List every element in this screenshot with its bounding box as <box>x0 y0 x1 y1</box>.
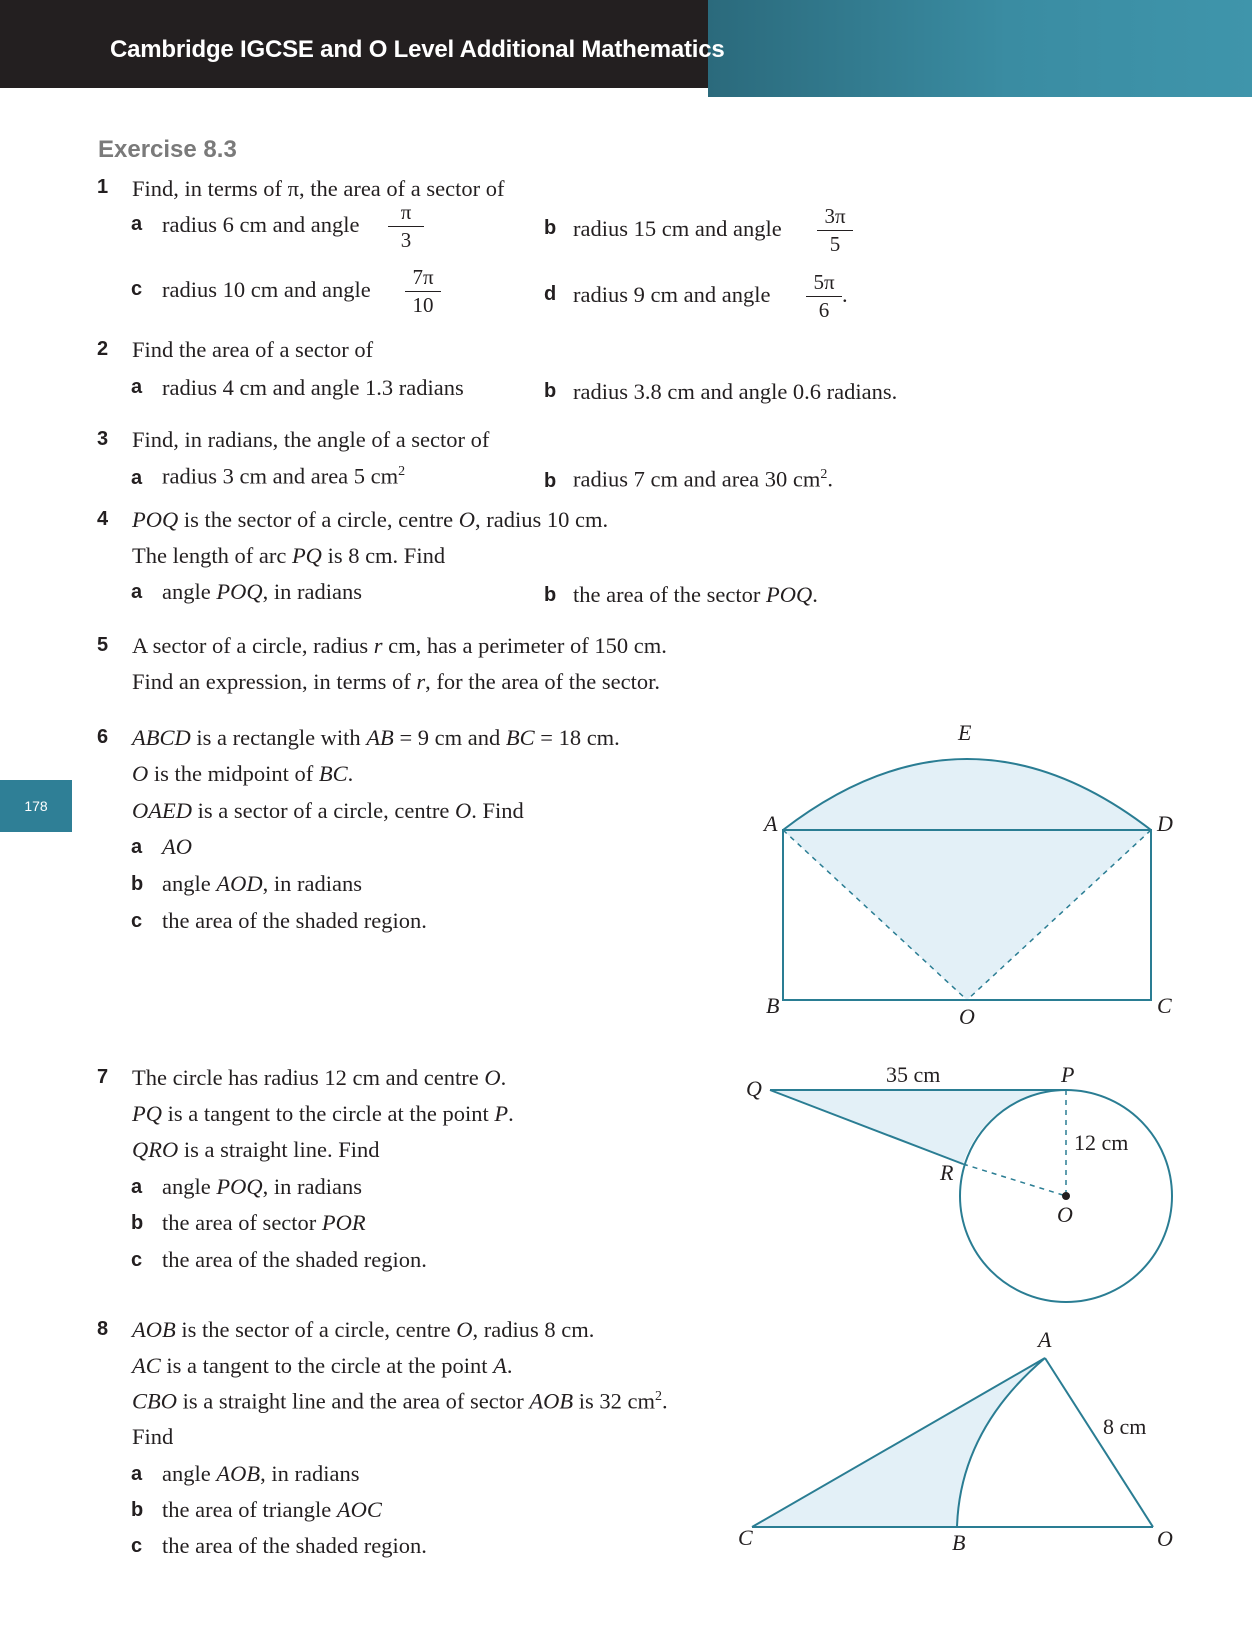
part-text: angle POQ, in radians <box>162 1174 362 1199</box>
radius-or <box>963 1164 1066 1196</box>
book-title: Cambridge IGCSE and O Level Additional Mathematics <box>110 36 725 63</box>
header-accent <box>708 0 1252 97</box>
label-o: O <box>1157 1526 1173 1551</box>
label-e: E <box>958 720 972 745</box>
question-line: ABCD is a rectangle with AB = 9 cm and BC = 18 cm. <box>132 725 620 750</box>
question-stem: Find, in terms of π, the area of a sector of <box>132 176 505 201</box>
label-d: D <box>1157 811 1173 836</box>
question-number: 7 <box>97 1066 109 1088</box>
fraction: $\frac{\pi}{3}$ <box>388 202 424 251</box>
q6-diagram <box>750 710 1173 1030</box>
label-o: O <box>959 1004 975 1029</box>
part-text: angle AOB, in radians <box>162 1461 360 1486</box>
question-number: 8 <box>97 1318 109 1340</box>
question-line: OAED is a sector of a circle, centre O. Find <box>132 798 524 823</box>
label-o: O <box>1057 1202 1073 1227</box>
part-label: b <box>131 873 144 895</box>
label-c: C <box>738 1525 753 1550</box>
q8-diagram <box>730 1320 1190 1560</box>
page-number: 178 <box>0 780 72 832</box>
part-label: a <box>131 467 143 489</box>
label-r: R <box>940 1160 954 1185</box>
part-label: b <box>544 217 557 239</box>
part-label: b <box>544 380 557 402</box>
fraction: $\frac{7\pi}{10}$ <box>405 267 441 316</box>
question-number: 2 <box>97 338 109 360</box>
label-c: C <box>1157 993 1172 1018</box>
question-line: POQ is the sector of a circle, centre O, radius 10 cm. <box>132 507 609 532</box>
part-label: b <box>544 584 557 606</box>
part-label: d <box>544 283 557 305</box>
question-line: O is the midpoint of BC. <box>132 761 354 786</box>
part-text: radius 6 cm and angle <box>162 212 360 237</box>
part-text: radius 3.8 cm and angle 0.6 radians. <box>573 379 898 404</box>
label-b: B <box>952 1530 966 1555</box>
centre-dot <box>1062 1192 1070 1200</box>
question-number: 5 <box>97 634 109 656</box>
label-p: P <box>1061 1062 1075 1087</box>
shaded-triangle <box>783 830 1151 1000</box>
part-label: a <box>131 1176 143 1198</box>
part-text: radius 10 cm and angle <box>162 277 371 302</box>
question-line: Find <box>132 1424 174 1449</box>
question-line: CBO is a straight line and the area of sector AOB is 32 $cm^2$. <box>132 1388 668 1414</box>
part-label: a <box>131 1463 143 1485</box>
part-text: the area of the shaded region. <box>162 908 427 933</box>
radius-ao <box>1045 1358 1153 1527</box>
part-label: b <box>131 1499 144 1521</box>
part-label: b <box>544 470 557 492</box>
part-text: angle AOD, in radians <box>162 871 362 896</box>
fraction: $\frac{3\pi}{5}$ <box>817 206 853 255</box>
length-ao: 8 cm <box>1103 1414 1147 1439</box>
question-line: A sector of a circle, radius r cm, has a perimeter of 150 cm. <box>132 633 667 658</box>
question-line: QRO is a straight line. Find <box>132 1137 380 1162</box>
length-po: 12 cm <box>1074 1130 1129 1155</box>
part-text: the area of the sector POQ. <box>573 582 818 607</box>
question-line: Find an expression, in terms of r, for the area of the sector. <box>132 669 660 694</box>
question-line: PQ is a tangent to the circle at the point P. <box>132 1101 514 1126</box>
part-label: a <box>131 836 143 858</box>
part-label: c <box>131 1249 143 1271</box>
label-a: A <box>764 811 778 836</box>
question-number: 1 <box>97 176 109 198</box>
part-text: radius 3 cm and area 5 $cm^2$ <box>162 463 406 489</box>
question-number: 6 <box>97 726 109 748</box>
exercise-title: Exercise 8.3 <box>98 136 237 163</box>
question-line: The circle has radius 12 cm and centre O. <box>132 1065 507 1090</box>
label-q: Q <box>746 1076 762 1101</box>
length-pq: 35 cm <box>886 1062 941 1087</box>
part-text: radius 9 cm and angle <box>573 282 771 307</box>
question-line: AC is a tangent to the circle at the point A. <box>132 1353 513 1378</box>
question-number: 3 <box>97 428 109 450</box>
part-text: radius 15 cm and angle <box>573 216 782 241</box>
part-label: c <box>131 910 143 932</box>
question-line: AOB is the sector of a circle, centre O, radius 8 cm. <box>132 1317 595 1342</box>
shaded-region <box>770 1090 1066 1164</box>
part-label: c <box>131 1535 143 1557</box>
label-a: A <box>1038 1327 1052 1352</box>
part-text: angle POQ, in radians <box>162 579 362 604</box>
question-stem: Find, in radians, the angle of a sector of <box>132 427 490 452</box>
part-label: a <box>131 376 143 398</box>
label-b: B <box>766 993 780 1018</box>
part-text: radius 7 cm and area 30 $cm^2$. <box>573 466 834 492</box>
question-number: 4 <box>97 508 109 530</box>
part-text: the area of the shaded region. <box>162 1533 427 1558</box>
question-line: The length of arc PQ is 8 cm. Find <box>132 543 446 568</box>
part-label: b <box>131 1212 144 1234</box>
part-label: c <box>131 278 143 300</box>
part-text: the area of sector POR <box>162 1210 366 1235</box>
part-text: radius 4 cm and angle 1.3 radians <box>162 375 464 400</box>
part-text: AO <box>162 834 192 859</box>
part-text: the area of the shaded region. <box>162 1247 427 1272</box>
part-label: a <box>131 213 143 235</box>
question-stem: Find the area of a sector of <box>132 337 374 362</box>
part-label: a <box>131 581 143 603</box>
fraction: $\frac{5\pi}{6}$ <box>806 272 842 321</box>
q7-diagram <box>740 1050 1180 1310</box>
part-text: the area of triangle AOC <box>162 1497 382 1522</box>
